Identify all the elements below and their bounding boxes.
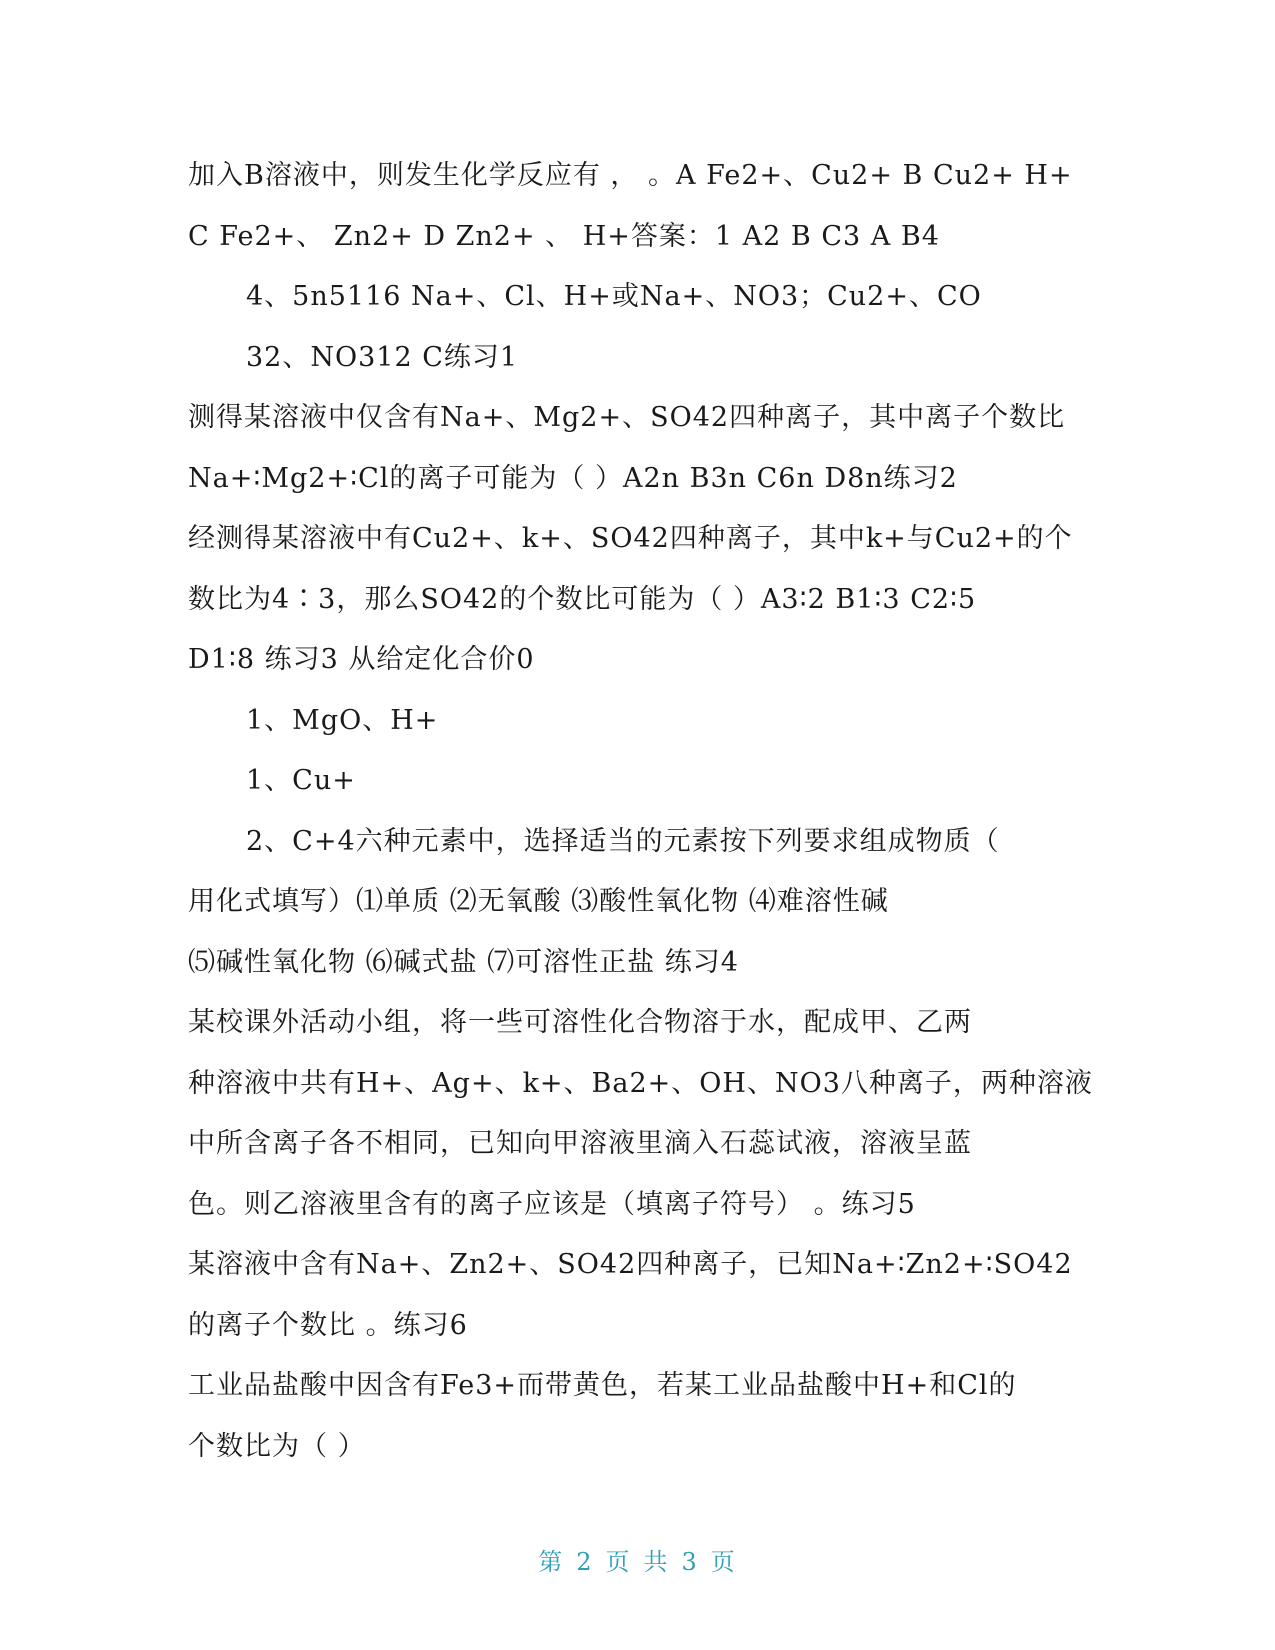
- text-line: 种溶液中共有H+、Ag+、k+、Ba2+、OH、NO3八种离子，两种溶液: [188, 1067, 1093, 1099]
- text-line: D1∶8 练习3 从给定化合价0: [188, 644, 535, 675]
- text-line: 某校课外活动小组，将一些可溶性化合物溶于水，配成甲、乙两: [188, 1007, 972, 1038]
- text-line: 某溶液中含有Na+、Zn2+、SO42四种离子，已知Na+∶Zn2+∶SO42: [188, 1249, 1073, 1280]
- footer-total-word: 共: [643, 1548, 670, 1576]
- text-line: C Fe2+、 Zn2+ D Zn2+ 、 H+答案：1 A2 B C3 A B4: [188, 220, 940, 252]
- text-line: 的离子个数比 。练习6: [188, 1309, 468, 1341]
- footer-suffix: 页: [710, 1548, 737, 1576]
- text-line: 色。则乙溶液里含有的离子应该是（填离子符号） 。练习5: [188, 1188, 916, 1220]
- text-line: 数比为4∶3，那么SO42的个数比可能为（ ）A3∶2 B1∶3 C2∶5: [188, 583, 977, 615]
- text-line: Na+∶Mg2+∶Cl的离子可能为（ ）A2n B3n C6n D8n练习2: [188, 462, 958, 494]
- text-line: 2、C+4六种元素中，选择适当的元素按下列要求组成物质（: [246, 825, 1000, 857]
- footer-page-number: 2: [576, 1548, 594, 1576]
- footer-page-word: 页: [605, 1548, 632, 1576]
- page-footer: [0, 1542, 1275, 1577]
- text-line: 加入B溶液中，则发生化学反应有 ， 。A Fe2+、Cu2+ B Cu2+ H+: [188, 160, 1073, 191]
- text-line: 32、NO312 C练习1: [246, 341, 519, 373]
- text-line: ⑸碱性氧化物 ⑹碱式盐 ⑺可溶性正盐 练习4: [188, 946, 739, 978]
- text-line: 个数比为（ ）: [188, 1430, 366, 1462]
- footer-total-pages: 3: [681, 1548, 699, 1576]
- footer-prefix: 第: [538, 1548, 565, 1576]
- text-line: 4、5n5116 Na+、Cl、H+或Na+、NO3；Cu2+、CO: [246, 281, 982, 312]
- text-line: 1、MgO、H+: [246, 704, 439, 736]
- text-line: 经测得某溶液中有Cu2+、k+、SO42四种离子，其中k+与Cu2+的个: [188, 523, 1073, 554]
- text-line: 1、Cu+: [246, 765, 356, 796]
- text-line: 测得某溶液中仅含有Na+、Mg2+、SO42四种离子，其中离子个数比: [188, 402, 1066, 433]
- document-body: [188, 146, 1093, 1477]
- text-line: 工业品盐酸中因含有Fe3+而带黄色，若某工业品盐酸中H+和Cl的: [188, 1370, 1017, 1401]
- text-line: 用化式填写）⑴单质 ⑵无氧酸 ⑶酸性氧化物 ⑷难溶性碱: [188, 886, 889, 917]
- text-line: 中所含离子各不相同，已知向甲溶液里滴入石蕊试液，溶液呈蓝: [188, 1128, 972, 1159]
